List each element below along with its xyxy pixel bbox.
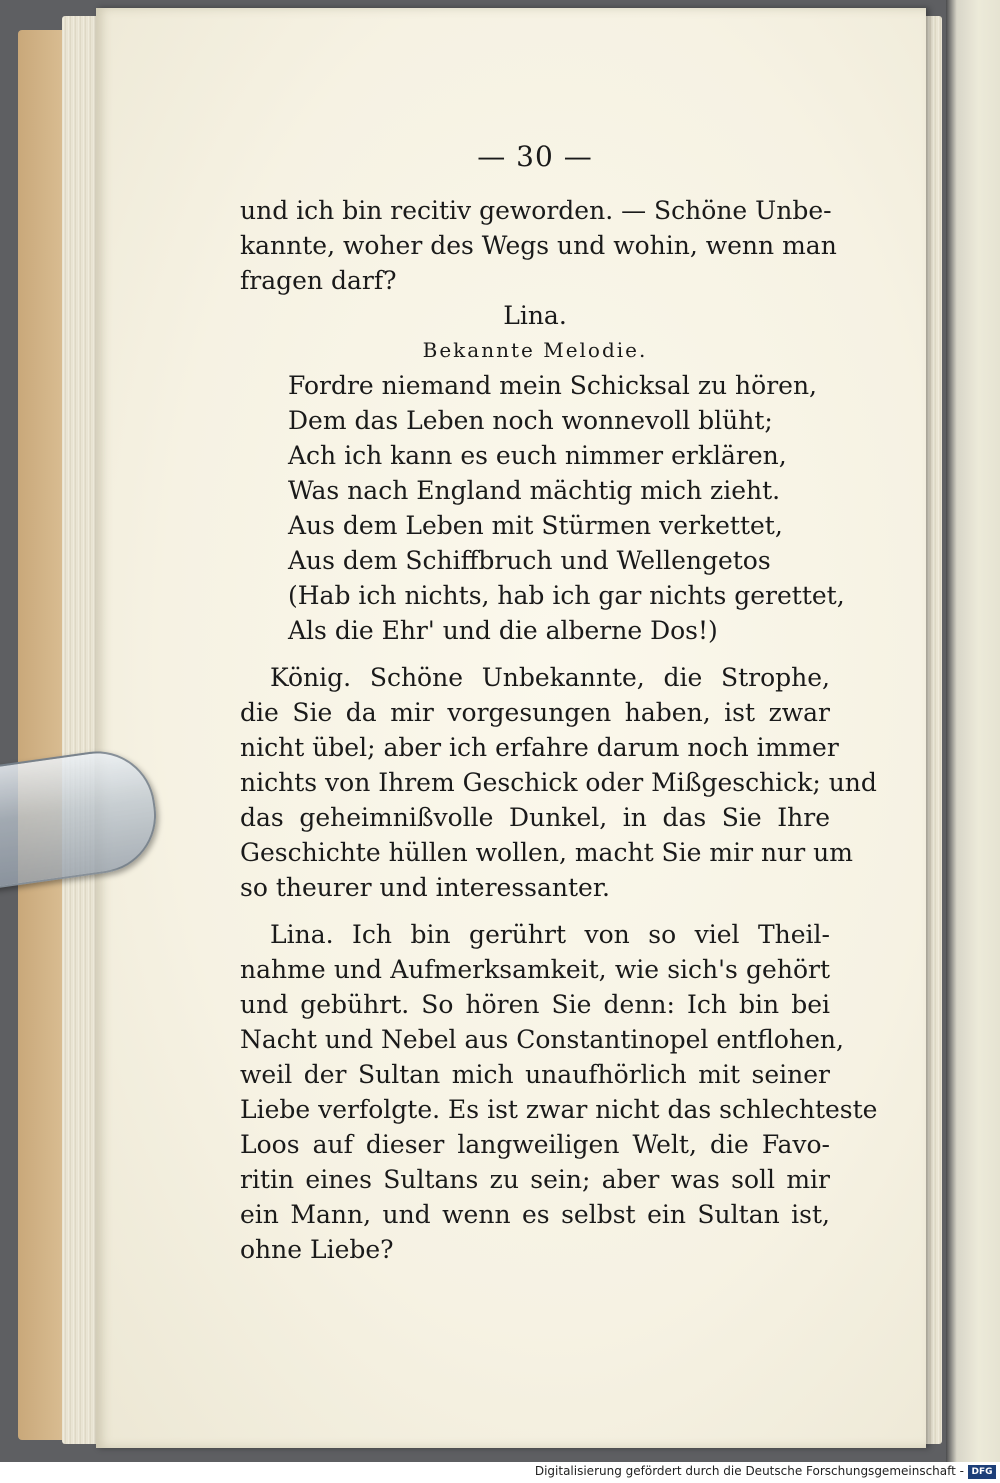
text-line: ein Mann, und wenn es selbst ein Sultan ist, xyxy=(240,1200,830,1229)
text-line: Nacht und Nebel aus Constantinopel entflohen, xyxy=(240,1025,844,1054)
page-text xyxy=(240,140,878,1267)
verse-line: Ach ich kann es euch nimmer erklären, xyxy=(288,441,787,470)
verse-line: Fordre niemand mein Schicksal zu hören, xyxy=(288,371,817,400)
verse-line: Als die Ehr' und die alberne Dos!) xyxy=(288,616,718,645)
melody-note: Bekannte Melodie. xyxy=(422,338,648,362)
verse-line: Was nach England mächtig mich zieht. xyxy=(288,476,781,505)
text-line: nicht übel; aber ich erfahre darum noch immer xyxy=(240,733,839,762)
text-line: Geschichte hüllen wollen, macht Sie mir nur um xyxy=(240,838,853,867)
next-page-strip xyxy=(946,0,1000,1462)
text-line: Liebe verfolgte. Es ist zwar nicht das schlechteste xyxy=(240,1095,878,1124)
text-line: Loos auf dieser langweiligen Welt, die Favo- xyxy=(240,1130,830,1159)
verse-line: Aus dem Schiffbruch und Wellengetos xyxy=(288,546,771,575)
text-line: kannte, woher des Wegs und wohin, wenn man xyxy=(240,231,837,260)
page-number: — 30 — xyxy=(477,140,593,173)
verse-line: Aus dem Leben mit Stürmen verkettet, xyxy=(288,511,783,540)
text-line: weil der Sultan mich unaufhörlich mit seiner xyxy=(240,1060,830,1089)
text-line: König. Schöne Unbekannte, die Strophe, xyxy=(270,663,830,692)
text-line: Lina. Ich bin gerührt von so viel Theil- xyxy=(270,920,830,949)
text-line: ritin eines Sultans zu sein; aber was soll mir xyxy=(240,1165,830,1194)
text-line: ohne Liebe? xyxy=(240,1235,394,1264)
text-line: fragen darf? xyxy=(240,266,397,295)
text-line: nichts von Ihrem Geschick oder Mißgeschick; und xyxy=(240,768,877,797)
dfg-logo-icon: DFG xyxy=(968,1465,996,1479)
speaker-heading: Lina. xyxy=(503,301,567,330)
text-line: und gebührt. So hören Sie denn: Ich bin bei xyxy=(240,990,830,1019)
text-line: das geheimnißvolle Dunkel, in das Sie Ihre xyxy=(240,803,830,832)
funding-credit: Digitalisierung gefördert durch die Deutsche Forschungsgemeinschaft - xyxy=(534,1464,964,1478)
text-line: die Sie da mir vorgesungen haben, ist zwar xyxy=(240,698,830,727)
text-line: so theurer und interessanter. xyxy=(240,873,611,902)
text-line: und ich bin recitiv geworden. — Schöne Unbe- xyxy=(240,196,832,225)
verse-line: (Hab ich nichts, hab ich gar nichts gerettet, xyxy=(288,581,845,610)
footer-bar xyxy=(0,1462,1000,1483)
verse-line: Dem das Leben noch wonnevoll blüht; xyxy=(288,406,773,435)
text-line: nahme und Aufmerksamkeit, wie sich's gehört xyxy=(240,955,830,984)
